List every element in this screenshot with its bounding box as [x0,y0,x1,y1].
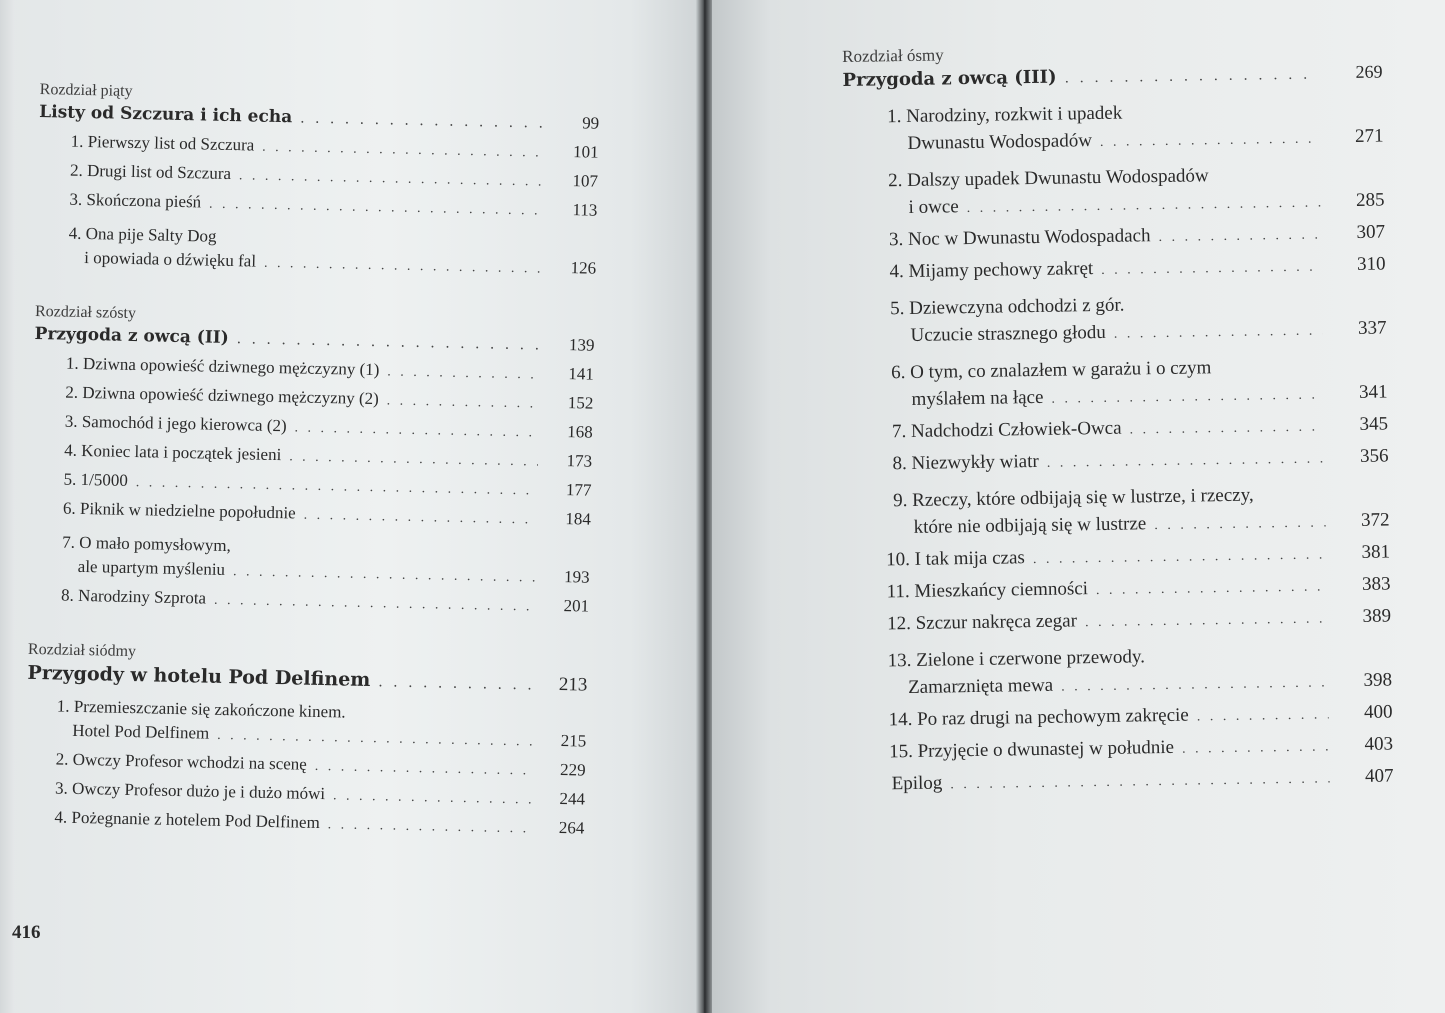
entry-title-line: 9. Rzeczy, które odbijają się w lustrze, i rzeczy, [893,484,1254,512]
page-ref: 372 [1360,509,1390,531]
entry-title: Epilog [891,772,943,795]
page-ref: 407 [1364,765,1394,787]
dot-leader [217,728,532,751]
chapter-label: Rozdział ósmy [842,45,944,66]
page-ref: 310 [1356,253,1386,275]
page-ref: 285 [1355,189,1385,211]
page-number: 416 [12,922,41,943]
dot-leader [1064,67,1318,87]
right-page [712,0,1445,1013]
dot-leader [1197,707,1329,725]
dot-leader [239,168,544,190]
dot-leader [1158,227,1321,246]
page-edge [0,0,14,1013]
page-ref: 389 [1362,605,1392,627]
toc-entry [851,637,1392,709]
dot-leader [378,674,533,693]
page-ref: 215 [560,731,587,751]
entry-title: 12. Szczur nakręca zegar [886,610,1078,635]
entry-title: 6. Piknik w niedzielne popołudnie [62,498,296,523]
entry-title: Hotel Pod Delfinem [72,720,210,743]
entry-title-line: 2. Dalszy upadek Dwunastu Wodospadów [887,165,1209,192]
dot-leader [136,475,538,499]
dot-leader [1154,515,1326,534]
dot-leader [233,564,536,586]
dot-leader [214,593,535,616]
dot-leader [387,393,540,412]
entry-title-line: 4. Ona pije Salty Dog [68,223,217,246]
entry-title: które nie odbijają się w lustrze [913,513,1147,538]
entry-title: 3. Samochód i jego kierowca (2) [64,411,287,436]
table-of-contents-right [842,36,1394,806]
dot-leader [967,196,1321,218]
toc-entry [847,349,1388,421]
page-ref: 229 [559,760,586,780]
entry-title: 1. Pierwszy list od Szczura [70,131,255,155]
entry-title: Uczucie strasznego głodu [910,321,1106,346]
page-ref: 168 [567,422,593,442]
page-ref: 356 [1359,445,1389,467]
chapter-section [36,78,600,288]
dot-leader [1182,739,1329,757]
page-ref: 264 [558,818,585,838]
page-ref: 398 [1363,669,1393,691]
dot-leader [294,420,538,441]
toc-entry [846,285,1387,357]
page-ref: 337 [1357,317,1387,339]
entry-title: 11. Mieszkańcy ciemności [886,578,1089,603]
entry-title: 4. Pożegnanie z hotelem Pod Delfinem [54,807,320,833]
page-ref: 173 [566,451,593,471]
dot-leader [300,110,545,131]
toc-entry [843,94,1384,166]
entry-title: 14. Po raz drugi na pechowym zakręcie [888,704,1189,731]
page-ref: 141 [568,364,595,384]
page-ref: 139 [568,335,595,355]
entry-title: 2. Owczy Profesor wchodzi na scenę [55,749,308,774]
chapter-section [24,638,588,848]
entry-title: 3. Skończona pieśń [69,189,202,212]
entry-title: 7. Nadchodzi Człowiek-Owca [891,417,1122,443]
page-ref: 381 [1361,541,1391,563]
entry-title: 8. Narodziny Szprota [60,585,207,608]
page-ref: 177 [565,480,592,500]
chapter-section [842,36,1394,806]
page-ref: 193 [563,567,590,587]
chapter-section [29,300,595,626]
page-ref: 400 [1363,701,1393,723]
dot-leader [1096,579,1327,599]
entry-title: 4. Koniec lata i początek jesieni [64,440,282,465]
page-ref: 383 [1361,573,1391,595]
page-ref: 213 [558,674,588,696]
entry-title: 5. 1/5000 [63,469,129,490]
entry-title: 1. Dziwna opowieść dziwnego mężczyzny (1) [65,353,380,380]
page-ref: 126 [570,258,597,278]
entry-title: Zamarznięta mewa [907,674,1054,699]
chapter-label: Rozdział szósty [34,302,137,323]
page-ref: 341 [1358,381,1388,403]
dot-leader [264,256,542,278]
chapter-title: Przygody w hotelu Pod Delfinem [27,661,371,692]
entry-title: i opowiada o dźwięku fal [84,247,257,271]
entry-title-line: 6. O tym, co znalazłem w garażu i o czym [891,357,1212,384]
page-ref: 107 [572,171,599,191]
dot-leader [289,449,538,470]
dot-leader [1114,323,1323,342]
chapter-label: Rozdział siódmy [27,640,137,661]
page-ref: 99 [581,113,600,133]
entry-title-line: 1. Narodziny, rozkwit i upadek [886,102,1123,128]
page-ref: 201 [563,596,590,616]
dot-leader [237,331,541,353]
entry-title: 4. Mijamy pechowy zakręt [889,258,1094,283]
entry-title-line: 1. Przemieszczanie się zakończone kinem. [56,696,346,722]
dot-leader [333,788,531,808]
entry-title: 10. I tak mija czas [885,547,1026,571]
dot-leader [1033,547,1326,568]
chapter-title: Listy od Szczura i ich echa [39,101,293,128]
toc-entry [844,158,1385,230]
chapter-label: Rozdział piąty [39,80,133,100]
entry-title: Dwunastu Wodospadów [907,130,1093,154]
left-page [0,0,700,1013]
entry-title-line: 13. Zielone i czerwone przewody. [887,646,1146,672]
page-ref: 403 [1364,733,1394,755]
page-ref: 244 [559,789,586,809]
dot-leader [304,508,538,529]
page-ref: 184 [565,509,592,529]
book-gutter [696,0,712,1013]
dot-leader [1061,675,1328,695]
page-ref: 101 [572,142,599,162]
entry-title-line: 7. O mało pomysłowym, [62,532,232,556]
dot-leader [315,759,532,780]
entry-title: 3. Owczy Profesor dużo je i dużo mówi [54,778,326,804]
entry-title: 2. Drugi list od Szczura [69,160,232,184]
dot-leader [1047,451,1325,471]
toc-entry [849,477,1390,549]
dot-leader [387,364,540,383]
page-ref: 152 [567,393,594,413]
page-ref: 345 [1359,413,1389,435]
page-ref: 269 [1355,61,1383,82]
dot-leader [1085,611,1327,631]
dot-leader [1101,259,1322,278]
dot-leader [1129,419,1324,438]
entry-title: i owce [908,196,959,218]
chapter-title: Przygoda z owcą (III) [842,66,1057,91]
table-of-contents-left [24,78,600,848]
page-ref: 271 [1354,125,1384,147]
page-ref: 307 [1356,221,1386,243]
entry-title: myślałem na łące [911,386,1044,410]
entry-title: 8. Niezwykły wiatr [892,450,1039,475]
page-ref: 113 [572,200,598,220]
dot-leader [328,817,531,837]
dot-leader [1051,387,1323,407]
entry-title: 2. Dziwna opowieść dziwnego mężczyzny (2) [65,382,379,409]
dot-leader [209,197,544,220]
dot-leader [950,771,1330,793]
entry-title-line: 5. Dziewczyna odchodzi z gór. [889,294,1125,320]
entry-title: ale upartym myśleniu [77,556,226,579]
entry-title: 15. Przyjęcie o dwunastej w południe [888,736,1175,763]
dot-leader [1100,132,1320,151]
chapter-title: Przygoda z owcą (II) [34,323,229,349]
entry-title: 3. Noc w Dwunastu Wodospadach [888,225,1151,251]
dot-leader [262,140,545,162]
